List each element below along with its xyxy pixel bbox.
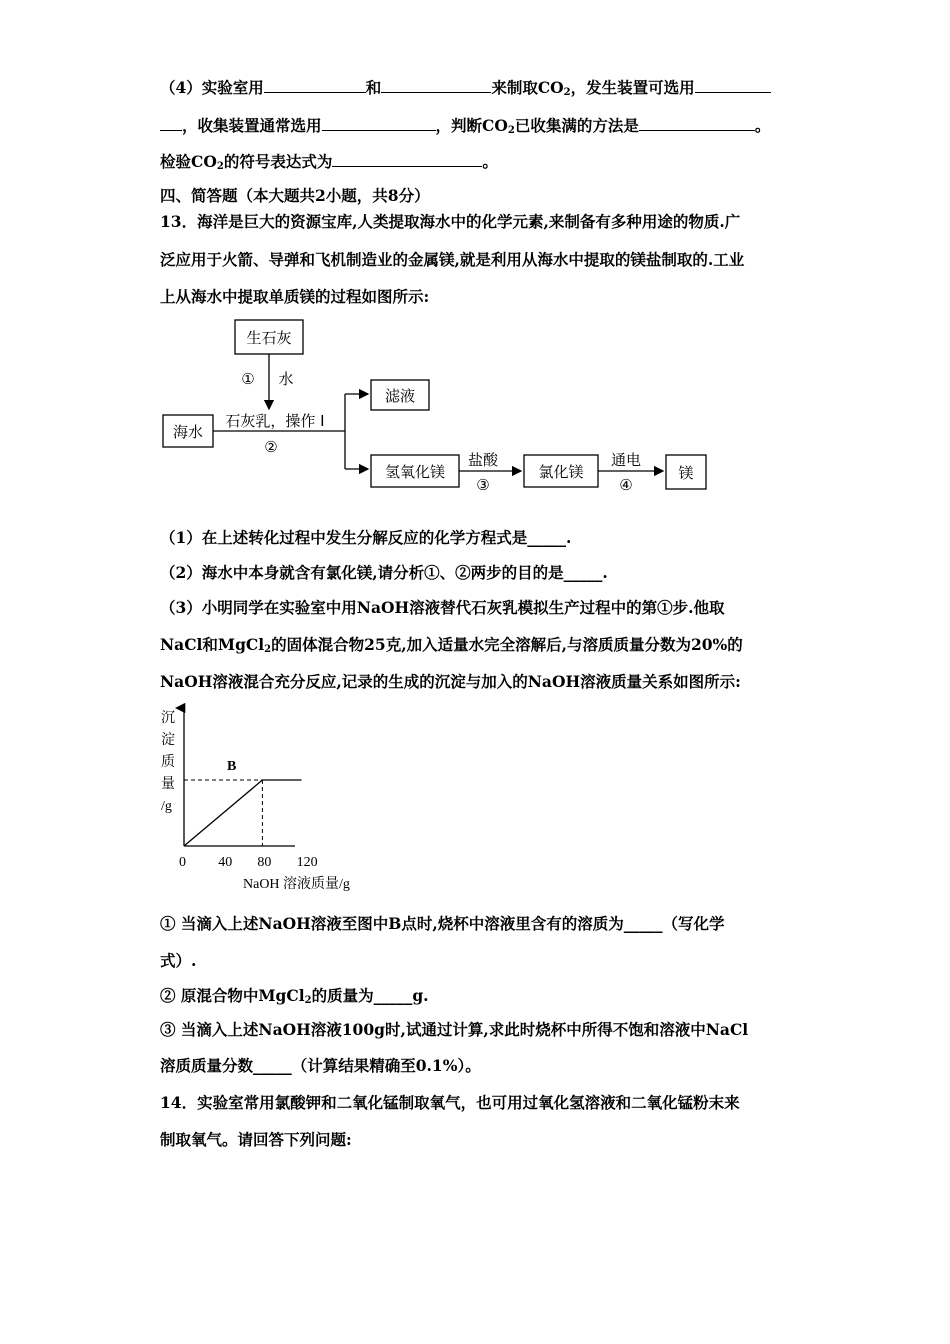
- y-axis-label-char: 量: [161, 777, 175, 792]
- answer-blank[interactable]: [639, 116, 755, 131]
- answer-blank[interactable]: [381, 78, 491, 93]
- precipitate-series: [184, 780, 302, 846]
- sub-question-2: （2）海水中本身就含有氯化镁,请分析①、②两步的目的是_____.: [160, 563, 608, 582]
- answer-blank[interactable]: [264, 78, 366, 93]
- step3-label: ③: [476, 476, 490, 494]
- q14-text: 14．实验室常用氯酸钾和二氧化锰制取氧气，也可用过氧化氢溶液和二氧化锰粉末来: [160, 1093, 740, 1112]
- x-tick-label: 120: [296, 855, 318, 870]
- step1-label: ①: [241, 370, 255, 388]
- y-axis-label-char: /g: [161, 799, 172, 814]
- x-tick-label: 0: [179, 855, 186, 870]
- q13-text: 泛应用于火箭、导弹和飞机制造业的金属镁,就是利用从海水中提取的镁盐制取的.工业: [160, 250, 745, 269]
- point-b-label: B: [227, 759, 237, 774]
- x-tick-labels: [179, 855, 318, 870]
- sub-sub-question-3: ③ 当滴入上述NaOH溶液100g时,试通过计算,求此时烧杯中所得不饱和溶液中NaCl: [160, 1020, 749, 1039]
- q14-text: 制取氧气。请回答下列问题:: [160, 1130, 352, 1149]
- sub-sub-question-3: 溶质质量分数_____（计算结果精确至0.1%）。: [160, 1056, 481, 1075]
- q4-line2: ，收集装置通常选用 ，判断$CO_2$已收集满的方法是 。: [160, 116, 770, 136]
- hcl-label: 盐酸: [467, 451, 499, 469]
- mgoh-label: 氢氧化镁: [384, 463, 446, 481]
- precipitate-chart: [155, 700, 395, 900]
- q4-line1: （4）实验室用 和 来制取$CO_2$，发生装置可选用: [160, 78, 771, 98]
- sub-question-3: （3）小明同学在实验室中用NaOH溶液替代石灰乳模拟生产过程中的第①步.他取: [160, 598, 725, 617]
- x-axis-label: NaOH 溶液质量/g: [243, 877, 350, 892]
- limemilk-label: 石灰乳，操作 I: [225, 412, 325, 430]
- y-axis-label-char: 质: [161, 755, 175, 770]
- mg-label: 镁: [678, 464, 694, 482]
- answer-blank[interactable]: [695, 78, 771, 93]
- mgcl2-label: 氯化镁: [538, 463, 584, 481]
- q13-text: 13．海洋是巨大的资源宝库,人类提取海水中的化学元素,来制备有多种用途的物质.广: [160, 212, 741, 231]
- step2-label: ②: [264, 438, 278, 456]
- magnesium-flow-diagram: [155, 312, 725, 502]
- y-axis-label: [161, 710, 175, 814]
- answer-blank[interactable]: [322, 116, 436, 131]
- filtrate-label: 滤液: [384, 387, 416, 405]
- elec-label: 通电: [610, 451, 642, 469]
- seawater-label: 海水: [172, 423, 204, 441]
- section-heading: 四、简答题（本大题共2小题，共8分）: [160, 186, 430, 205]
- q13-text: 上从海水中提取单质镁的过程如图所示:: [160, 287, 430, 306]
- y-axis-label-char: 沉: [161, 711, 175, 726]
- step4-label: ④: [619, 476, 633, 494]
- sub-question-3: NaCl和MgCl$_2$的固体混合物25克,加入适量水完全溶解后,与溶质质量分数为20%的: [160, 635, 743, 655]
- sub-sub-question-2: ② 原混合物中MgCl$_2$的质量为_____g.: [160, 986, 429, 1006]
- sub-question-1: （1）在上述转化过程中发生分解反应的化学方程式是_____.: [160, 528, 572, 547]
- answer-blank[interactable]: [160, 116, 182, 131]
- sub-sub-question-1: ① 当滴入上述NaOH溶液至图中B点时,烧杯中溶液里含有的溶质为_____（写化学: [160, 914, 725, 933]
- y-axis-label-char: 淀: [161, 733, 175, 748]
- quicklime-label: 生石灰: [246, 329, 292, 347]
- answer-blank[interactable]: [332, 152, 482, 167]
- sub-question-3: NaOH溶液混合充分反应,记录的生成的沉淀与加入的NaOH溶液质量关系如图所示:: [160, 672, 741, 691]
- q4-line3: 检验$CO_2$的符号表达式为 。: [160, 152, 498, 172]
- x-tick-label: 80: [257, 855, 272, 870]
- water-label: 水: [278, 370, 294, 388]
- x-tick-label: 40: [218, 855, 233, 870]
- sub-sub-question-1: 式）.: [160, 951, 197, 970]
